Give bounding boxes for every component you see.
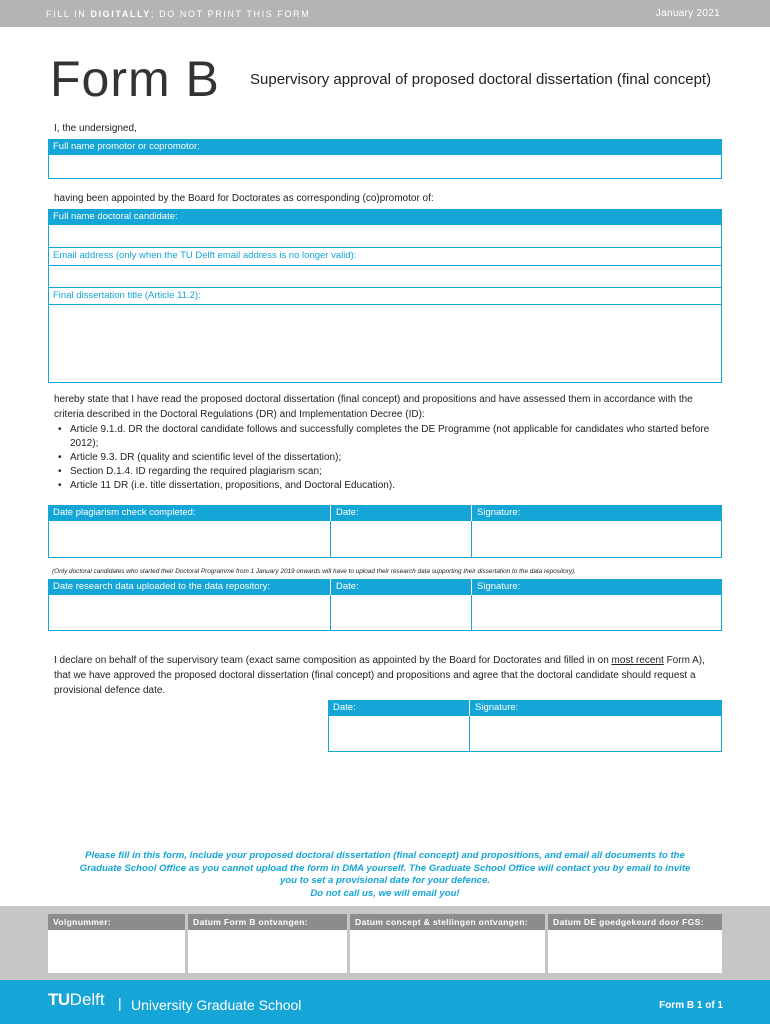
- plagiarism-date-input[interactable]: [49, 522, 330, 557]
- school-name: University Graduate School: [131, 997, 302, 1013]
- statement-line-2: criteria described in the Doctoral Regulations (DR) and Implementation Decree (ID):: [54, 409, 425, 420]
- closing-line: Please fill in this form, include your proposed doctoral dissertation (final concept) and propositions, and email all documents to the: [85, 850, 685, 861]
- approval-signature-input[interactable]: [470, 717, 721, 751]
- data-repository-note: (Only doctoral candidates who started their Doctoral Programme from 1 January 2019 onwards will have to upload their research data supporting their dissertation to the data repository).: [52, 568, 576, 575]
- research-date-input[interactable]: [49, 596, 330, 630]
- office-cell-de-approved[interactable]: [548, 914, 722, 973]
- declaration-line-3: provisional defence date.: [54, 685, 166, 696]
- closing-instructions: [40, 850, 730, 900]
- closing-line: Graduate School Office as you cannot upload the form in DMA yourself. The Graduate School Office will contact you by email to invite: [79, 862, 691, 874]
- closing-line: Do not call us, we will email you!: [310, 887, 460, 899]
- declaration-line-2: that we have approved the proposed doctoral dissertation (final concept) and propositions and agree that the doctoral candidate should request a: [54, 670, 696, 681]
- office-cell-form-received[interactable]: [188, 914, 347, 973]
- list-item: • Article 9.1.d. DR the doctoral candidate follows and successfully completes the DE Programme (not applicable for candidates who started before 2012);: [56, 423, 716, 451]
- fill-instruction: FILL IN DIGITALLY; DO NOT PRINT THIS FORM: [46, 9, 311, 19]
- divider: [48, 247, 722, 248]
- plagiarism-sign-date-input[interactable]: [331, 522, 471, 557]
- footer-separator: |: [118, 995, 122, 1011]
- statement-line-1: hereby state that I have read the proposed doctoral dissertation (final concept) and propositions and have assessed them in accordance with the: [54, 394, 693, 405]
- dissertation-title-label: Final dissertation title (Article 11.2):: [53, 290, 201, 301]
- office-cell-concept-received[interactable]: [350, 914, 545, 973]
- dissertation-title-input[interactable]: [49, 305, 721, 382]
- research-signature-label: Signature:: [472, 579, 722, 595]
- plagiarism-date-label: Date plagiarism check completed:: [48, 505, 331, 521]
- research-sign-date-input[interactable]: [331, 596, 471, 630]
- approval-signature-label: Signature:: [470, 700, 722, 716]
- email-label: Email address (only when the TU Delft email address is no longer valid):: [53, 250, 357, 261]
- form-date: January 2021: [655, 8, 720, 19]
- plagiarism-sign-date-label: Date:: [331, 505, 472, 521]
- candidate-name-label: Full name doctoral candidate:: [48, 209, 722, 225]
- approval-date-input[interactable]: [329, 717, 469, 751]
- research-sign-date-label: Date:: [331, 579, 472, 595]
- appointed-text: having been appointed by the Board for Doctorates as corresponding (co)promotor of:: [54, 193, 434, 204]
- declaration-line-1: I declare on behalf of the supervisory team (exact same composition as appointed by the Board for Doctorates and filled in on most recent Form A),: [54, 655, 705, 666]
- approval-date-label: Date:: [328, 700, 470, 716]
- criteria-list: [56, 423, 716, 493]
- office-label: Datum concept & stellingen ontvangen:: [350, 914, 545, 930]
- research-signature-input[interactable]: [472, 596, 721, 630]
- candidate-name-input[interactable]: [49, 226, 721, 247]
- divider: [48, 287, 722, 288]
- list-item: • Article 9.3. DR (quality and scientific level of the dissertation);: [56, 451, 716, 465]
- office-label: Volgnummer:: [48, 914, 185, 930]
- office-label: Datum Form B ontvangen:: [188, 914, 347, 930]
- plagiarism-signature-label: Signature:: [472, 505, 722, 521]
- footer: [0, 980, 770, 1024]
- intro-text: I, the undersigned,: [54, 123, 137, 134]
- top-bar: [0, 0, 770, 27]
- form-title: Form B: [50, 51, 220, 107]
- promotor-label: Full name promotor or copromotor:: [48, 139, 722, 155]
- tu-delft-logo: TUDelft: [48, 990, 105, 1009]
- page-number: Form B 1 of 1: [659, 1000, 723, 1011]
- closing-line: you to set a provisional date for your defence.: [279, 875, 491, 886]
- office-cell-number[interactable]: [48, 914, 185, 973]
- research-data-label: Date research data uploaded to the data repository:: [48, 579, 331, 595]
- email-input[interactable]: [49, 266, 721, 286]
- promotor-input[interactable]: [49, 156, 721, 178]
- plagiarism-signature-input[interactable]: [472, 522, 721, 557]
- office-label: Datum DE goedgekeurd door FGS:: [548, 914, 722, 930]
- list-item: • Article 11 DR (i.e. title dissertation, propositions, and Doctoral Education).: [56, 479, 716, 493]
- form-subtitle: Supervisory approval of proposed doctoral dissertation (final concept): [250, 71, 712, 88]
- list-item: • Section D.1.4. ID regarding the required plagiarism scan;: [56, 465, 716, 479]
